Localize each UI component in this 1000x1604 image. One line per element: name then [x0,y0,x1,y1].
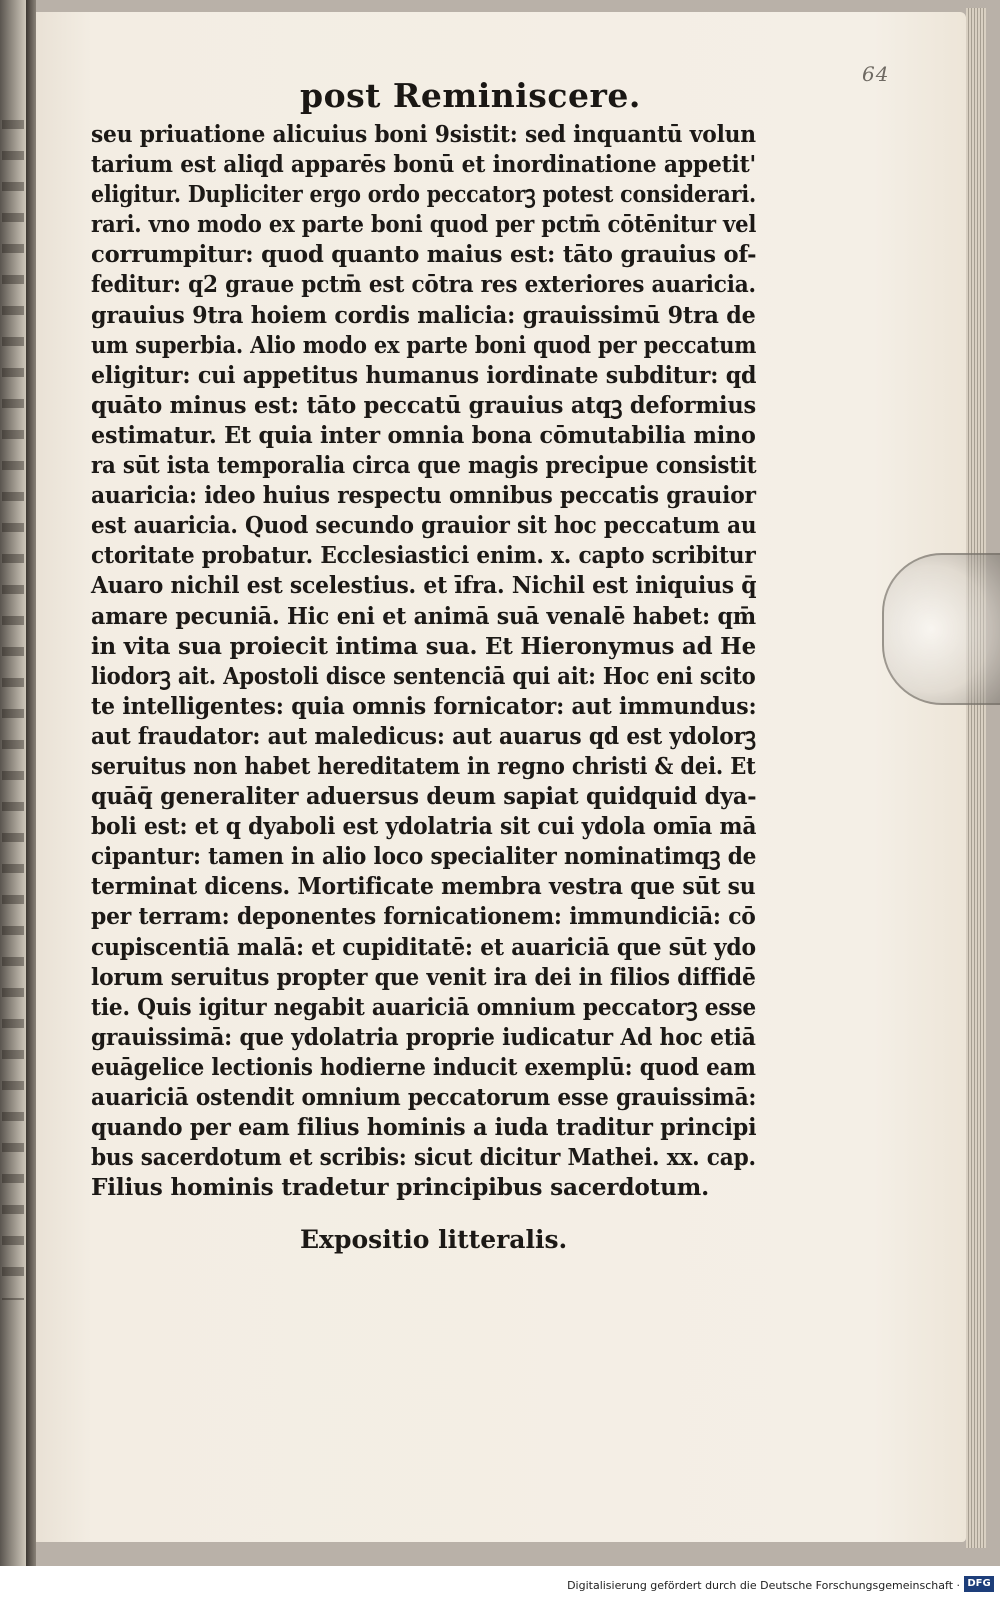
text-line: aut fraudator: aut maledicus: aut auarus qd est ydolorꝫ [91,722,756,750]
text-line: grauissimā: que ydolatria proprie iudicatur Ad hoc etiā [91,1023,756,1051]
text-line: liodorꝫ ait. Apostoli disce sentenciā qui ait: Hoc eni scito [91,662,756,690]
text-line: Auaro nichil est scelestius. et īfra. Nichil est iniquius q̄ [91,572,757,600]
text-line: feditur: q2 graue pctm̄ est cōtra res exteriores auaricia. [91,271,756,299]
book-gutter [26,0,36,1566]
text-line: amare pecuniā. Hic eni et animā suā venalē habet: qm̄ [91,602,756,630]
text-line: per terram: deponentes fornicationem: immundiciā: cō [91,903,756,931]
dfg-logo: DFG [964,1576,994,1592]
running-heading: post Reminiscere. [300,76,641,115]
text-line: ra sūt ista temporalia circa que magis precipue consistit [91,452,757,480]
page-clip [882,553,1000,705]
text-line: euāgelice lectionis hodierne inducit exemplū: quod eam [91,1053,756,1081]
text-line: cupiscentiā malā: et cupiditatē: et auariciā que sūt ydo [91,933,756,961]
text-line: corrumpitur: quod quanto maius est: tāto grauius of- [91,241,757,269]
previous-page-text-fragment [2,120,24,1300]
text-line: rari. vno modo ex parte boni quod per pctm̄ cōtēnitur vel [91,211,757,239]
text-line: quāto minus est: tāto peccatū grauius atqꝫ deformius [91,391,756,419]
text-line: quāq̄ generaliter aduersus deum sapiat quidquid dya- [91,783,757,811]
text-line: lorum seruitus propter que venit ira dei in filios diffidē [91,963,756,991]
previous-page-edge [0,0,26,1566]
text-line: auariciā ostendit omnium peccatorum esse grauissimā: [91,1084,757,1111]
text-line: eligitur. Dupliciter ergo ordo peccatorꝫ potest considerari. [91,181,756,209]
text-line: ctoritate probatur. Ecclesiastici enim. x. capto scribitur [91,542,756,570]
text-line: est auaricia. Quod secundo grauior sit hoc peccatum au [91,512,757,540]
text-line: cipantur: tamen in alio loco specialiter nominatimqꝫ de [91,843,757,871]
text-line: terminat dicens. Mortificate membra vestra que sūt su [91,873,756,901]
text-line: grauius 9tra hoiem cordis malicia: grauissimū 9tra de [91,301,756,329]
digitization-credit: Digitalisierung gefördert durch die Deutsche Forschungsgemeinschaft · [567,1579,960,1592]
text-line: tie. Quis igitur negabit auariciā omnium peccatorꝫ esse [91,993,756,1021]
text-line: bus sacerdotum et scribis: sicut dicitur Mathei. xx. cap. [91,1144,756,1172]
text-line: Filius hominis tradetur principibus sacerdotum. [91,1174,709,1202]
text-line: auaricia: ideo huius respectu omnibus peccatis grauior [91,482,756,510]
section-subheading: Expositio litteralis. [300,1225,568,1254]
body-text [91,120,756,1203]
text-line: te intelligentes: quia omnis fornicator: aut immundus: [91,692,757,720]
text-line: quando per eam filius hominis a iuda traditur principi [91,1114,757,1142]
text-line: boli est: et q dyaboli est ydolatria sit cui ydola omīa mā [91,813,757,841]
text-line: um superbia. Alio modo ex parte boni quod per peccatum [91,331,757,359]
folio-number: 64 [862,62,890,86]
text-line: seruitus non habet hereditatem in regno christi & dei. Et [91,752,756,780]
text-line: in vita sua proiecit intima sua. Et Hieronymus ad He [91,632,756,660]
text-line: seu priuatione alicuius boni 9sistit: sed inquantū volun [91,121,756,148]
text-line: tarium est aliqd apparēs bonū et inordinatione appetit' [91,151,756,179]
page-edge-stack [966,8,986,1548]
text-line: eligitur: cui appetitus humanus iordinate subditur: qd [91,361,757,389]
text-line: estimatur. Et quia inter omnia bona cōmutabilia mino [91,421,756,449]
